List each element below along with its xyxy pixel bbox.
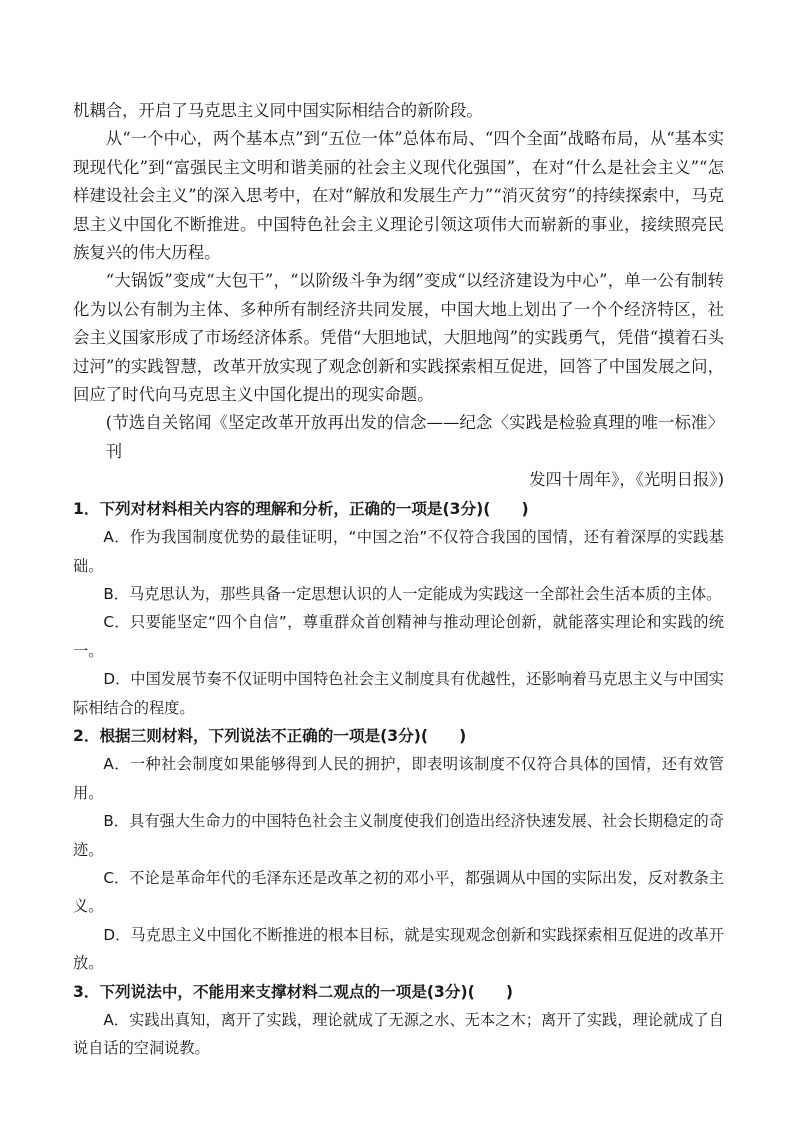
question-2 xyxy=(73,722,724,978)
option-b: B．具有强大生命力的中国特色社会主义制度使我们创造出经济快速发展、社会长期稳定的奇迹。 xyxy=(73,812,724,859)
option-a: A．一种社会制度如果能够得到人民的拥护，即表明该制度不仅符合具体的国情，还有效管用。 xyxy=(73,755,724,802)
passage-paragraph: 从“一个中心，两个基本点”到“五位一体”总体布局、“四个全面”战略布局，从“基本实现现代化”到“富强民主文明和谐美丽的社会主义现代化强国”，在对“什么是社会主义”“怎样建设社会主义”的深入思考中，在对“解放和发展生产力”“消灭贫穷”的持续探索中，马克思主义中国化不断推进。中国特色社会主义理论引领这项伟大而崭新的事业，接续照亮民族复兴的伟大历程。 xyxy=(73,129,724,263)
document-page xyxy=(73,97,724,1063)
question-stem: 2．根据三则材料，下列说法不正确的一项是(3分)( ) xyxy=(73,726,467,745)
source-citation-continued: 发四十周年》，《光明日报》) xyxy=(529,470,724,490)
option-a: A．作为我国制度优势的最佳证明，“中国之治”不仅符合我国的国情，还有着深厚的实践基础。 xyxy=(73,528,724,575)
passage-paragraph: “大锅饭”变成“大包干”，“以阶级斗争为纲”变成“以经济建设为中心”，单一公有制转化为以公有制为主体、多种所有制经济共同发展，中国大地上划出了一个个经济特区，社会主义国家形成了市场经济体系。凭借“大胆地试，大胆地闯”的实践勇气，凭借“摸着石头过河”的实践智慧，改革开放实现了观念创新和实践探索相互促进，回答了中国发展之问，回应了时代向马克思主义中国化提出的现实命题。 xyxy=(73,271,724,405)
option-a: A．实践出真知，离开了实践，理论就成了无源之水、无本之木；离开了实践，理论就成了自说自话的空洞说教。 xyxy=(73,1011,724,1058)
question-3 xyxy=(73,978,724,1063)
question-1 xyxy=(73,495,724,722)
question-stem: 3．下列说法中，不能用来支撑材料二观点的一项是(3分)( ) xyxy=(73,982,514,1001)
option-c: C．只要能坚定“四个自信”，尊重群众首创精神与推动理论创新，就能落实理论和实践的统一。 xyxy=(73,613,724,660)
option-d: D．马克思主义中国化不断推进的根本目标，就是实现观念创新和实践探索相互促进的改革开放。 xyxy=(73,925,724,973)
option-c: C．不论是革命年代的毛泽东还是改革之初的邓小平，都强调从中国的实际出发，反对教条主义。 xyxy=(73,868,724,916)
option-d: D．中国发展节奏不仅证明中国特色社会主义制度具有优越性，还影响着马克思主义与中国实际相结合的程度。 xyxy=(73,670,724,717)
question-stem: 1．下列对材料相关内容的理解和分析，正确的一项是(3分)( ) xyxy=(73,499,529,518)
option-b: B．马克思认为，那些具备一定思想认识的人一定能成为实践这一全部社会生活本质的主体。 xyxy=(103,584,722,603)
source-citation: (节选自关铭闻《坚定改革开放再出发的信念——纪念〈实践是检验真理的唯一标准〉刊 xyxy=(105,413,724,461)
passage-paragraph: 机耦合，开启了马克思主义同中国实际相结合的新阶段。 xyxy=(73,101,483,120)
